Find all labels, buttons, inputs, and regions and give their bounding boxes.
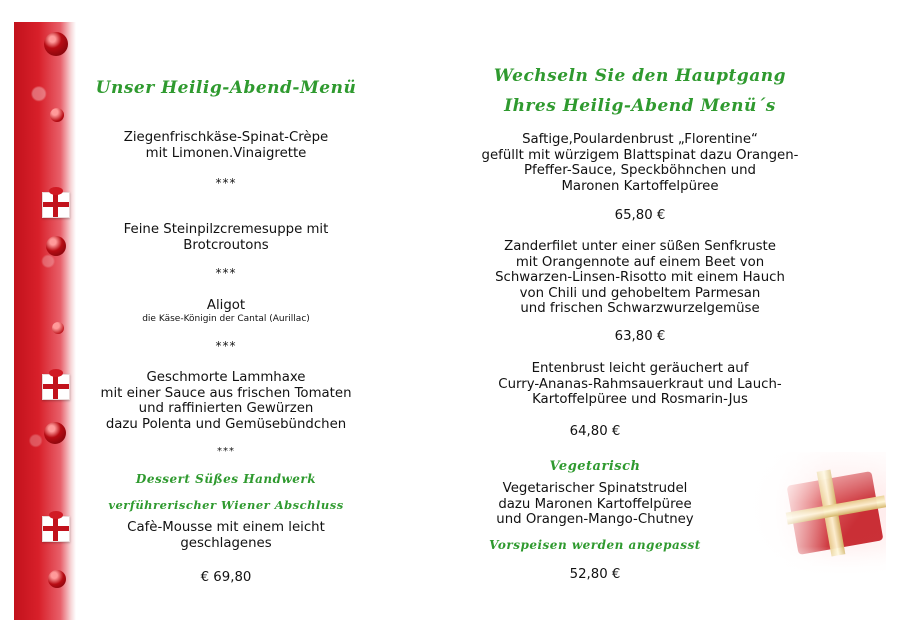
vegetarian-note: Vorspeisen werden angepasst: [489, 538, 701, 552]
course-aligot: Aligot: [206, 298, 246, 313]
course-soup: Feine Steinpilzcremesuppe mit Brotcroutons: [123, 222, 329, 253]
menu-price: € 69,80: [200, 570, 252, 585]
ornament-icon: [50, 108, 64, 122]
option-vegetarian-price: 52,80 €: [569, 567, 621, 582]
option-entenbrust: Entenbrust leicht geräuchert auf Curry-Ananas-Rahmsauerkraut und Lauch- Kartoffelpüree und Rosmarin-Jus: [498, 361, 782, 407]
course-separator: ***: [215, 176, 237, 190]
option-zanderfilet: Zanderfilet unter einer süßen Senfkruste mit Orangennote auf einem Beet von Schwarzen-Linsen-Risotto mit einem Hauch von Chili und gehobeltem Parmesan und frischen Schwarzwurzelgemüse: [495, 239, 785, 316]
ornament-icon: [52, 322, 64, 334]
course-dessert: Cafè-Mousse mit einem leicht geschlagenes: [127, 520, 325, 551]
alternative-title: Wechseln Sie den Hauptgang: [493, 66, 787, 86]
course-aligot-note: die Käse-Königin der Cantal (Aurillac): [142, 314, 310, 324]
option-entenbrust-price: 64,80 €: [569, 424, 621, 439]
option-zanderfilet-price: 63,80 €: [614, 329, 666, 344]
dessert-subheading: verführerischer Wiener Abschluss: [108, 498, 344, 512]
course-main: Geschmorte Lammhaxe mit einer Sauce aus frischen Tomaten und raffinierten Gewürzen dazu Polenta und Gemüsebündchen: [100, 370, 352, 432]
ornament-icon: [48, 570, 66, 588]
gift-icon: [42, 516, 70, 542]
option-vegetarian: Vegetarischer Spinatstrudel dazu Maronen Kartoffelpüree und Orangen-Mango-Chutney: [496, 481, 694, 527]
gift-icon: [42, 192, 70, 218]
dessert-heading: Dessert Süßes Handwerk: [135, 472, 317, 486]
course-separator: ***: [215, 266, 237, 280]
course-separator: ***: [217, 446, 235, 457]
course-starter: Ziegenfrischkäse-Spinat-Crèpe mit Limonen.Vinaigrette: [123, 130, 329, 161]
alternative-title-2: Ihres Heilig-Abend Menü´s: [504, 96, 776, 116]
option-poulardenbrust-price: 65,80 €: [614, 208, 666, 223]
gift-icon: [42, 374, 70, 400]
vegetarian-heading: Vegetarisch: [549, 459, 641, 474]
option-poulardenbrust: Saftige,Poulardenbrust „Florentine“ gefüllt mit würzigem Blattspinat dazu Orangen- Pfeffer-Sauce, Speckböhnchen und Maronen Kartoffelpüree: [481, 132, 799, 194]
menu-title: Unser Heilig-Abend-Menü: [95, 78, 357, 98]
course-separator: ***: [215, 339, 237, 353]
christmas-ornament-strip: [14, 22, 76, 620]
gift-box-illustration: [740, 452, 886, 578]
ornament-icon: [46, 236, 66, 256]
ornament-icon: [44, 422, 66, 444]
ornament-icon: [44, 32, 68, 56]
